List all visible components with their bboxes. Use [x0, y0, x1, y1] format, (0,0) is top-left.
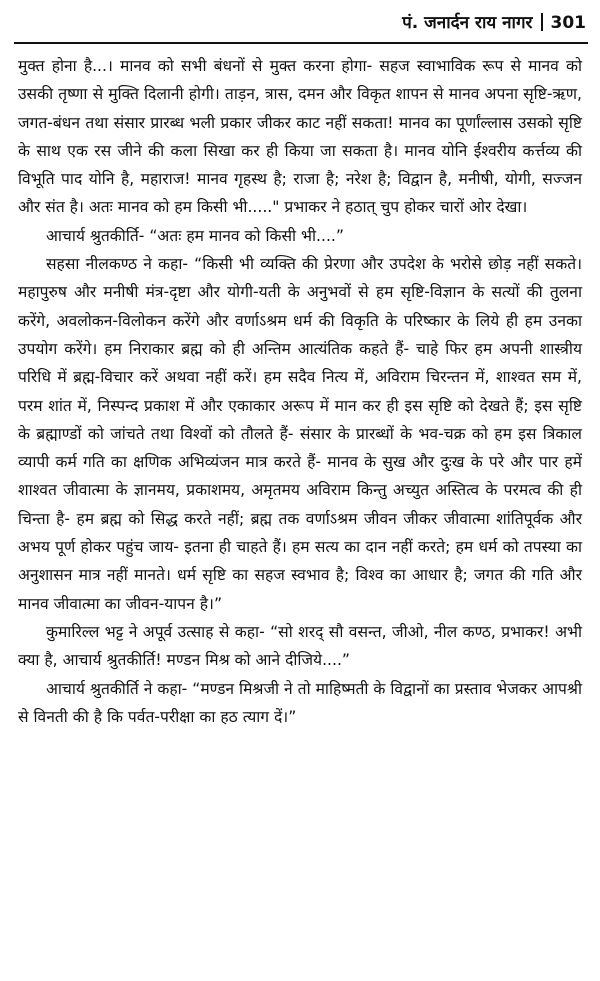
paragraph-3: सहसा नीलकण्ठ ने कहा- “किसी भी व्यक्ति की प्रेरणा और उपदेश के भरोसे छोड़ नहीं सकते। महापुरुष और मनीषी मंत्र-दृष्टा और योगी-यती के अनुभवों से हम सृष्टि-विज्ञान के सत्यों की तुलना करेंगे, अवलोकन-विलोकन करेंगे और वर्णाऽश्रम धर्म की विकृति के परिष्कार के लिये ही हम उनका उपयोग करेंगे। हम निराकार ब्रह्म को ही अन्तिम आत्यंतिक कहते हैं- चाहे फिर हम अपनी शास्त्रीय परिधि में ब्रह्म-विचार करें अथवा नहीं करें। हम सदैव नित्य में, अविराम चिरन्तन में, शाश्वत सम में, परम शांत में, निस्पन्द प्रकाश में और एकाकार अरूप में मान कर ही इस सृष्टि को देखते हैं; इस सृष्टि के ब्रह्माण्डों को जांचते तथा विश्वों को तौलते हैं- संसार के प्रारब्धों के भव-चक्र को हम इस त्रिकाल व्यापी कर्म गति का क्षणिक अभिव्यंजन मात्र करते हैं- मानव के सुख और दुःख के परे और पार हमें शाश्वत जीवात्मा के ज्ञानमय, प्रकाशमय, अमृतमय अविराम किन्तु अच्युत अस्तित्व के परमत्व की ही चिन्ता है- हम ब्रह्म को सिद्ध करते नहीं; ब्रह्म तक वर्णाऽश्रम जीवन जीकर जीवात्मा शांतिपूर्वक और अभय पूर्ण होकर पहुंच जाय- इतना ही चाहते हैं। हम सत्य का दान नहीं करते; हम धर्म को तपस्या का अनुशासन मात्र नहीं मानते। धर्म सृष्टि का सहज स्वभाव है; विश्व का आधार है; जगत की गति और मानव जीवात्मा का जीवन-यापन है।”	[18, 255, 582, 613]
running-header	[14, 8, 586, 38]
header-divider	[541, 13, 543, 31]
page-number: 301	[550, 13, 586, 33]
header-rule	[14, 42, 588, 44]
body-text	[18, 52, 582, 731]
paragraph-4: कुमारिल्ल भट्ट ने अपूर्व उत्साह से कहा- “सो शरद् सौ वसन्त, जीओ, नील कण्ठ, प्रभाकर! अभी क्या है, आचार्य श्रुतकीर्ति! मण्डन मिश्र को आने दीजिये....”	[18, 622, 582, 670]
running-title: पं. जनार्दन राय नागर	[402, 13, 533, 33]
paragraph-5: आचार्य श्रुतकीर्ति ने कहा- “मण्डन मिश्रजी ने तो माहिष्मती के विद्वानों का प्रस्ताव भेजकर आपश्री से विनती की है कि पर्वत-परीक्षा का हठ त्याग दें।”	[18, 679, 582, 726]
paragraph-1: मुक्त होना है...। मानव को सभी बंधनों से मुक्त करना होगा- सहज स्वाभाविक रूप से मानव को उसकी तृष्णा से मुक्ति दिलानी होगी। ताड़न, त्रास, दमन और विकृत शापन से मानव अपना सृष्टि-ऋण, जगत-बंधन तथा संसार प्रारब्ध भली प्रकार जीकर काट नहीं सकता! मानव का पूर्णांल्लास उसको सृष्टि के साथ एक रस जीने की कला सिखा कर ही किया जा सकता है। मानव योनि ईश्वरीय कर्त्तव्य की विभूति पाद योनि है, महाराज! मानव गृहस्थ है; राजा है; नरेश है; विद्वान है, मनीषी, योगी, सज्जन और संत है। अतः मानव को हम किसी भी....." प्रभाकर ने हठात् चुप होकर चारों ओर देखा।	[18, 57, 582, 217]
paragraph-2: आचार्य श्रुतकीर्ति- “अतः हम मानव को किसी भी....”	[46, 226, 344, 245]
